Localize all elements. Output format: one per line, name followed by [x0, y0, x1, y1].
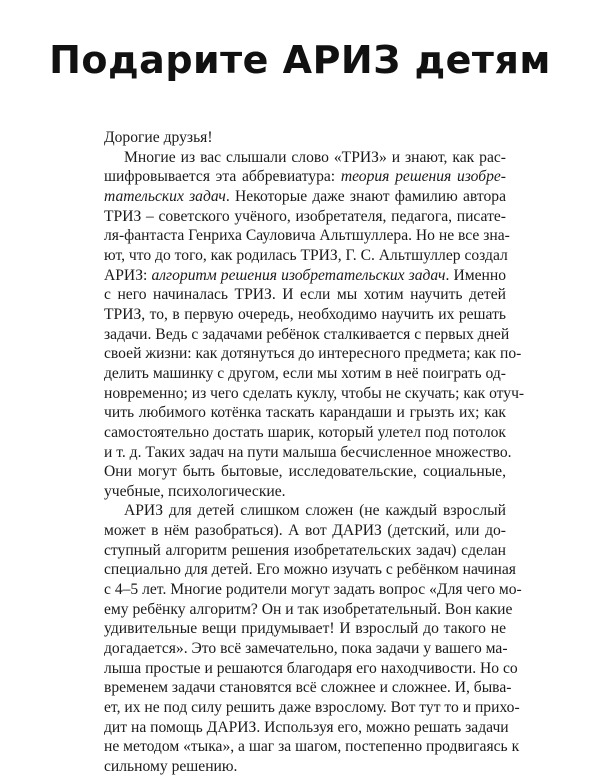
text-line [104, 698, 520, 718]
text-line [104, 187, 506, 207]
text-line [104, 462, 506, 482]
greeting: Дорогие друзья! [104, 129, 213, 146]
text-run: ТРИЗ, то, в первую очередь, необходимо научить их решать [104, 305, 506, 323]
text-line [104, 482, 506, 502]
text-run: ля-фантаста Генриха Сауловича Альтшуллера. Но не все зна- [104, 227, 510, 245]
page-title: Подарите АРИЗ детям [49, 38, 551, 82]
text-line [104, 167, 506, 187]
text-run: ют, что до того, как родилась ТРИЗ, Г. С. Альтшуллер создал [104, 246, 508, 264]
text-line [104, 659, 518, 679]
text-line [104, 423, 506, 443]
text-run: может в нём разобраться). А вот ДАРИЗ (детский, или до- [104, 522, 506, 540]
text-run: лыша простые и решаются благодаря его находчивости. Но со [104, 659, 518, 677]
text-line [104, 737, 520, 757]
emphasized-text: тательских задач [104, 187, 226, 205]
text-run: делить машинку с другом, если мы хотим в неё поиграть од- [104, 364, 506, 382]
text-run: с него начиналась ТРИЗ. И если мы хотим научить детей [104, 286, 506, 304]
text-run: . Именно [445, 266, 506, 284]
text-line [104, 344, 522, 364]
text-line [104, 285, 506, 305]
text-run: своей жизни: как дотянуться до интересного предмета; как по- [104, 345, 522, 363]
text-line [104, 305, 506, 325]
paragraph-1 [104, 148, 525, 502]
text-run: учебные, психологические. [104, 482, 286, 500]
text-line [104, 678, 512, 698]
emphasized-text: алгоритм решения изобретательских задач [151, 266, 446, 284]
text-run: временем задачи становятся всё сложнее и сложнее. И, быва- [104, 679, 512, 697]
text-line [104, 619, 506, 639]
emphasized-text: теория решения изобре- [340, 168, 506, 186]
text-run: не методом «тыка», а шаг за шагом, постепенно продвигаясь к [104, 738, 520, 756]
text-line [104, 207, 506, 227]
text-line [104, 541, 506, 561]
text-line [104, 600, 513, 620]
text-run: ему ребёнку алгоритм? Он и так изобретательный. Вон какие [104, 600, 513, 618]
text-run: . Некоторые даже знают фамилию автора [225, 187, 506, 205]
text-run: Они могут быть бытовые, исследовательские, социальные, [104, 463, 506, 481]
text-line [104, 266, 506, 286]
paragraph-2 [104, 501, 522, 776]
text-run: шифровывается эта аббревиатура: [104, 168, 341, 186]
text-run: АРИЗ для детей слишком сложен (не каждый взрослый [124, 502, 506, 520]
text-line [104, 560, 516, 580]
text-line [104, 364, 506, 384]
text-line [104, 246, 506, 266]
text-line [104, 501, 506, 521]
text-line [104, 639, 506, 659]
text-run: догадается». Это всё замечательно, пока задачи у вашего ма- [104, 640, 508, 658]
text-line [104, 521, 506, 541]
text-run: с 4–5 лет. Многие родители могут задать вопрос «Для чего мо- [104, 581, 522, 599]
text-run: ступный алгоритм решения изобретательских задач) сделан [104, 541, 506, 559]
text-line [104, 443, 512, 463]
text-line [104, 403, 506, 423]
text-line [104, 325, 510, 345]
text-line [104, 718, 509, 738]
text-run: новременно; из чего сделать куклу, чтобы не скучать; как отуч- [104, 384, 525, 402]
text-line [104, 757, 506, 777]
text-run: чить любимого котёнка таскать карандаши и грызть их; как [104, 404, 506, 422]
text-run: Многие из вас слышали слово «ТРИЗ» и знают, как рас- [124, 148, 506, 166]
text-run: дит на помощь ДАРИЗ. Используя его, можно решать задачи [104, 718, 509, 736]
text-line [104, 148, 506, 168]
text-run: удивительные вещи придумывает! И взрослый до такого не [104, 620, 506, 638]
text-run: АРИЗ: [104, 266, 152, 284]
text-run: ТРИЗ – советского учёного, изобретателя, педагога, писате- [104, 207, 506, 225]
text-run: самостоятельно достать шарик, который улетел под потолок [104, 423, 506, 441]
text-line [104, 580, 522, 600]
body-text [104, 128, 525, 777]
text-run: сильному решению. [104, 758, 238, 775]
text-run: задачи. Ведь с задачами ребёнок сталкивается с первых дней [104, 325, 510, 343]
text-run: ет, их не под силу решить даже взрослому. Вот тут то и прихо- [104, 699, 520, 717]
text-run: и т. д. Таких задач на пути малыша бесчисленное множество. [104, 443, 512, 461]
text-line [104, 226, 510, 246]
text-line [104, 384, 525, 404]
text-run: специально для детей. Его можно изучать с ребёнком начиная [104, 561, 516, 579]
